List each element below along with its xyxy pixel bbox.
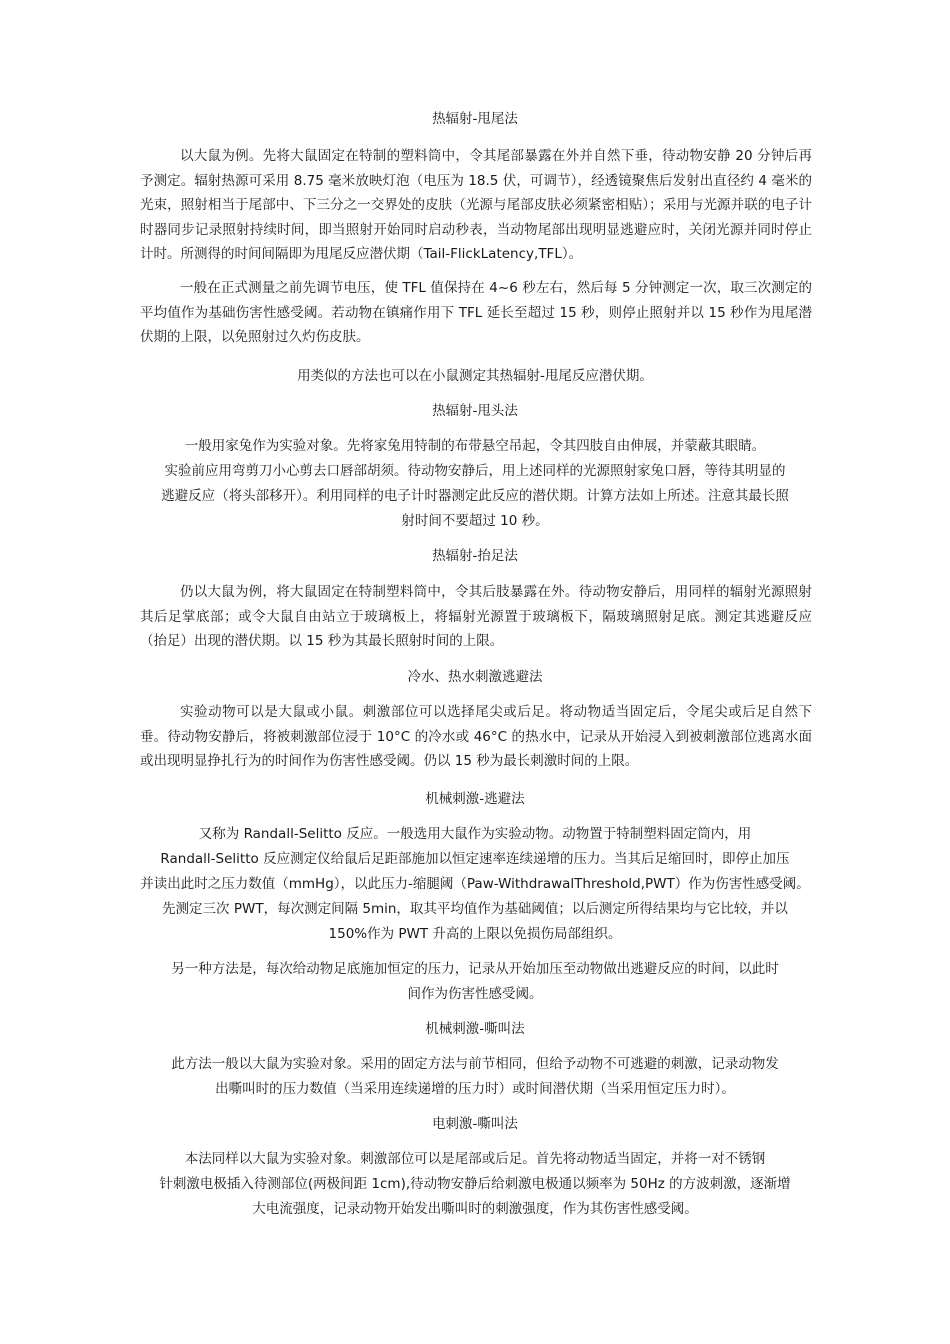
section-title: 机械刺激-逃避法 <box>425 791 525 807</box>
text-line: 又称为 Randall-Selitto 反应。一般选用大鼠作为实验动物。动物置于特制塑料固定筒内，用 <box>198 826 752 842</box>
paragraph: 仍以大鼠为例，将大鼠固定在特制塑料筒中，令其后肢暴露在外。待动物安静后，用同样的辐射光源照射其后足掌底部；或令大鼠自由站立于玻璃板上，将辐射光源置于玻璃板下，隔玻璃照射足底。测定其逃避反应（抬足）出现的潜伏期。以 15 秒为其最长照射时间的上限。 <box>140 584 812 649</box>
text-line: Randall-Selitto 反应测定仪给鼠后足距部施加以恒定速率连续递增的压力。当其后足缩回时，即停止加压 <box>160 851 790 867</box>
paragraph: 以大鼠为例。先将大鼠固定在特制的塑料筒中，令其尾部暴露在外并自然下垂，待动物安静 20 分钟后再予测定。辐射热源可采用 8.75 毫米放映灯泡（电压为 18.5 伏，可调节），经透镜聚焦后发射出直径约 4 毫米的光束，照射相当于尾部中、下三分之一交界处的皮肤（光源与尾部皮肤必须紧密相贴）；采用与光源并联的电子计时器同步记录照射持续时间，即当照射开始同时启动秒表，当动物尾部出现明显逃避应时，关闭光源并同时停止计时。所测得的时间间隔即为甩尾反应潜伏期（Tail-FlickLatency,TFL）。 <box>140 148 812 262</box>
section-title: 热辐射-抬足法 <box>432 548 518 564</box>
text-line: 射时间不要超过 10 秒。 <box>401 513 549 529</box>
text-line: 实验前应用弯剪刀小心剪去口唇部胡须。待动物安静后，用上述同样的光源照射家兔口唇，等待其明显的 <box>164 463 786 479</box>
text-line: 此方法一般以大鼠为实验对象。采用的固定方法与前节相同，但给予动物不可逃避的刺激，记录动物发 <box>171 1056 779 1072</box>
text-line: 间作为伤害性感受阈。 <box>407 986 543 1002</box>
text-line: 并读出此时之压力数值（mmHg），以此压力-缩腿阈（Paw-WithdrawalThreshold,PWT）作为伤害性感受阈。 <box>140 876 810 892</box>
text-line: 出嘶叫时的压力数值（当采用连续递增的压力时）或时间潜伏期（当采用恒定压力时）。 <box>215 1081 735 1097</box>
text-line: 针刺激电极插入待测部位(两极间距 1cm),待动物安静后给刺激电极通以频率为 50Hz 的方波刺激，逐渐增 <box>159 1176 791 1192</box>
paragraph: 用类似的方法也可以在小鼠测定其热辐射-甩尾反应潜伏期。 <box>297 368 653 384</box>
text-line: 150%作为 PWT 升高的上限以免损伤局部组织。 <box>328 926 622 942</box>
section-title: 机械刺激-嘶叫法 <box>425 1021 525 1037</box>
section-title: 冷水、热水刺激逃避法 <box>407 669 543 685</box>
text-line: 另一种方法是，每次给动物足底施加恒定的压力，记录从开始加压至动物做出逃避反应的时间，以此时 <box>171 961 779 977</box>
section-title: 热辐射-甩头法 <box>432 403 518 419</box>
paragraph: 一般在正式测量之前先调节电压，使 TFL 值保持在 4~6 秒左右，然后每 5 分钟测定一次，取三次测定的平均值作为基础伤害性感受阈。若动物在镇痛作用下 TFL 延长至超过 15 秒，则停止照射并以 15 秒作为甩尾潜伏期的上限，以免照射过久灼伤皮肤。 <box>140 280 812 345</box>
text-line: 一般用家兔作为实验对象。先将家兔用特制的布带悬空吊起，令其四肢自由伸展，并蒙蔽其眼睛。 <box>184 438 766 454</box>
section-title: 热辐射-甩尾法 <box>432 111 518 127</box>
text-line: 大电流强度，记录动物开始发出嘶叫时的刺激强度，作为其伤害性感受阈。 <box>252 1201 698 1217</box>
text-line: 逃避反应（将头部移开）。利用同样的电子计时器测定此反应的潜伏期。计算方法如上所述。注意其最长照 <box>161 488 789 504</box>
section-title: 电刺激-嘶叫法 <box>432 1116 518 1132</box>
text-line: 本法同样以大鼠为实验对象。刺激部位可以是尾部或后足。首先将动物适当固定，并将一对不锈钢 <box>184 1151 766 1167</box>
text-line: 先测定三次 PWT，每次测定间隔 5min，取其平均值作为基础阈值；以后测定所得结果均与它比较，并以 <box>162 901 788 917</box>
paragraph: 实验动物可以是大鼠或小鼠。刺激部位可以选择尾尖或后足。将动物适当固定后，令尾尖或后足自然下垂。待动物安静后，将被刺激部位浸于 10°C 的冷水或 46°C 的热水中，记录从开始浸入到被刺激部位逃离水面或出现明显挣扎行为的时间作为伤害性感受阈。仍以 15 秒为最长刺激时间的上限。 <box>140 704 812 769</box>
